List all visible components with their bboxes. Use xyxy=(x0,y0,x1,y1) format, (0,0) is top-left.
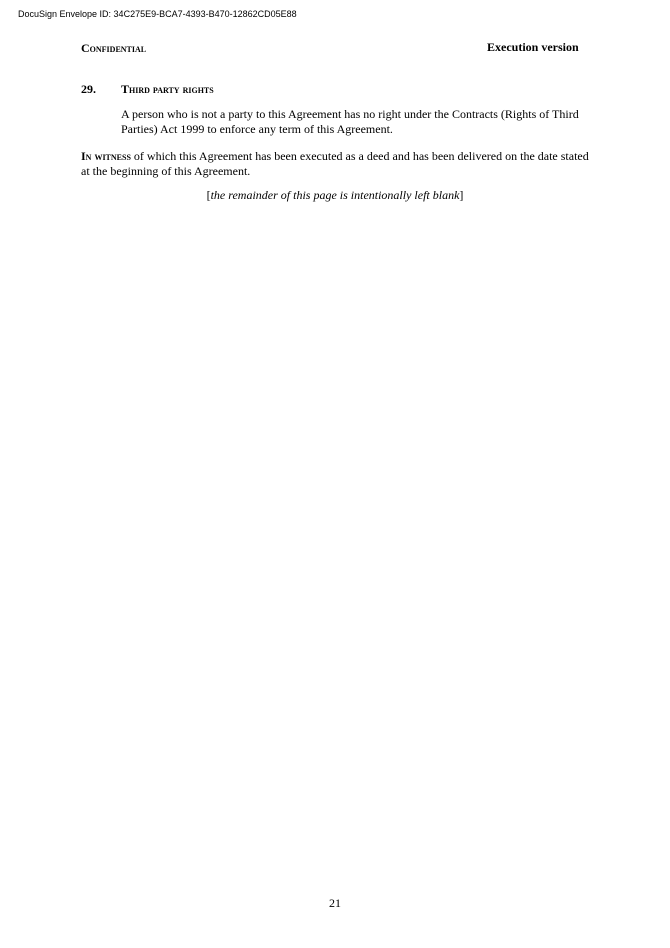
remainder-note xyxy=(0,188,670,203)
witness-text: of which this Agreement has been executed as a deed and has been delivered on the date stated at the beginning of this Agreement. xyxy=(81,149,589,178)
remainder-close-bracket: ] xyxy=(459,188,464,202)
witness-lead: In witness xyxy=(81,149,131,163)
witness-paragraph xyxy=(81,149,591,179)
clause-number: 29. xyxy=(81,82,96,96)
confidential-label: Confidential xyxy=(81,41,147,55)
remainder-open-bracket: [ xyxy=(206,188,211,202)
clause-body: A person who is not a party to this Agreement has no right under the Contracts (Rights of Third Parties) Act 1999 to enforce any term of this Agreement. xyxy=(121,107,579,136)
page-number: 21 xyxy=(329,896,341,910)
docusign-envelope-id: DocuSign Envelope ID: 34C275E9-BCA7-4393-B470-12862CD05E88 xyxy=(18,9,297,19)
clause-title: Third party rights xyxy=(121,82,214,96)
remainder-text: the remainder of this page is intentionally left blank xyxy=(210,188,460,202)
execution-version-label: Execution version xyxy=(487,40,579,54)
